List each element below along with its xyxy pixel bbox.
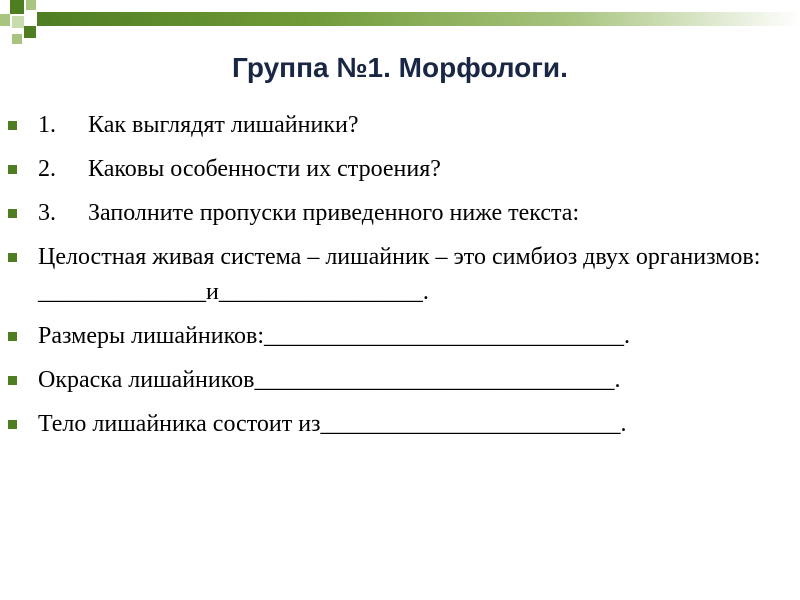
item-text: Целостная живая система – лишайник – это симбиоз двух организмов: ______________и_________________. xyxy=(38,244,761,305)
item-text: Каковы особенности их строения? xyxy=(88,156,441,182)
item-number: 3. xyxy=(38,200,56,226)
square-bullet-icon xyxy=(8,209,17,218)
item-text: Заполните пропуски приведенного ниже текста: xyxy=(88,200,580,226)
list-item xyxy=(8,363,788,398)
slide-title: Группа №1. Морфологи. xyxy=(232,52,568,83)
item-text: Окраска лишайников______________________________. xyxy=(38,367,621,393)
item-text: Тело лишайника состоит из_________________________. xyxy=(38,411,627,437)
list-item xyxy=(8,240,788,310)
header-gradient-bar xyxy=(37,12,800,26)
item-number: 1. xyxy=(38,112,56,138)
list-item xyxy=(8,108,788,143)
square-bullet-icon xyxy=(8,165,17,174)
list-item xyxy=(8,196,788,231)
deco-square xyxy=(12,16,24,28)
square-bullet-icon xyxy=(8,121,17,130)
deco-square xyxy=(26,0,36,10)
deco-square xyxy=(24,26,36,38)
square-bullet-icon xyxy=(8,420,17,429)
list-item xyxy=(8,407,788,442)
item-text: Размеры лишайников:______________________________. xyxy=(38,323,631,349)
header-decoration xyxy=(0,0,800,50)
square-bullet-icon xyxy=(8,253,17,262)
square-bullet-icon xyxy=(8,332,17,341)
deco-square xyxy=(12,34,22,44)
item-number: 2. xyxy=(38,156,56,182)
content-list xyxy=(8,108,788,451)
deco-square xyxy=(0,14,10,26)
list-item xyxy=(8,319,788,354)
square-bullet-icon xyxy=(8,376,17,385)
item-text: Как выглядят лишайники? xyxy=(88,112,359,138)
deco-square xyxy=(10,0,24,14)
list-item xyxy=(8,152,788,187)
